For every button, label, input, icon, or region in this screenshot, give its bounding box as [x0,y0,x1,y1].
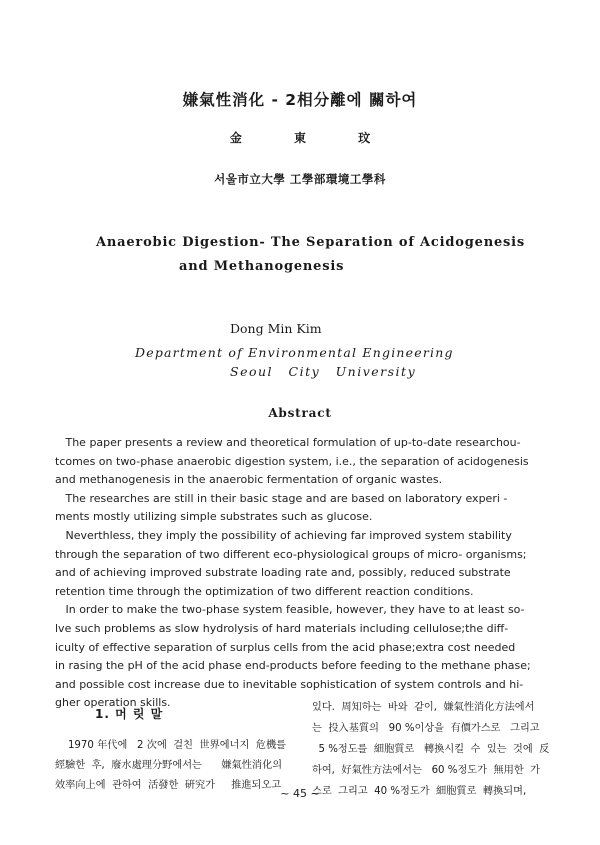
abstract-line: and possible cost increase due to inevitable sophistication of system controls and hi- [55,677,524,691]
right-column-line: 있다. 周知하는 바와 같이, 嫌氣性消化方法에서 [312,702,535,713]
abstract-line: and of achieving improved substrate loading rate and, possibly, reduced substrate [55,566,511,580]
english-title-line2: and Methanogenesis [179,259,345,274]
abstract-line: through the separation of two different eco-physiological groups of micro- organisms; [55,547,527,561]
abstract-line: The paper presents a review and theoretical formulation of up-to-date researchou- [55,436,521,449]
page-number: ~ 45 ~ [280,787,320,800]
right-column-line: 스로 그리고 40 %정도가 細胞質로 轉換되며, [312,786,527,797]
abstract-line: Neverthless, they imply the possibility of achieving far improved system stability [55,528,512,542]
abstract-line: in rasing the pH of the acid phase end-products before feeding to the methane phase; [55,659,531,673]
abstract-line: ments mostly utilizing simple substrates such as glucose. [55,510,373,524]
abstract-line: The researches are still in their basic stage and are based on laboratory experi - [55,491,508,505]
abstract-heading: Abstract [268,406,332,420]
right-column-line: 는 投入基質의 90 %이상을 有價가스로 그리고 [312,723,540,734]
right-column-line: 하여, 好氣性方法에서는 60 %정도가 無用한 가 [312,765,540,776]
abstract-line: iculty of effective separation of surplus cells from the acid phase;extra cost needed [55,640,516,654]
left-column-line: 效率向上에 관하여 活發한 硏究가 推進되오고 [55,780,282,791]
left-column-line: 1970 年代에 2 次에 걸친 世界에너지 危機를 [55,740,287,751]
abstract-line: and methanogenesis in the anaerobic fermentation of organic wastes. [55,473,443,487]
english-author: Dong Min Kim [230,321,322,336]
left-column-line: 經驗한 후, 廢水處理分野에서는 嫌氣性消化의 [55,760,283,771]
abstract-line: gher operation skills. [55,696,171,710]
korean-author: 金 東 玟 [229,131,371,145]
abstract-line: tcomes on two-phase anaerobic digestion system, i.e., the separation of acidogenesis [55,454,529,468]
english-department: Department of Environmental Engineering [135,345,454,360]
section-heading: 1. 머 릿 말 [95,707,164,721]
abstract-body [55,434,541,713]
english-title-line1: Anaerobic Digestion- The Separation of Acidogenesis [96,235,526,250]
abstract-line: lve such problems as slow hydrolysis of hard materials including cellulose;the diff- [55,621,509,635]
korean-title: 嫌氣性消化 - 2相分離에 關하여 [182,91,418,109]
abstract-line: In order to make the two-phase system feasible, however, they have to at least so- [55,603,525,617]
english-university: Seoul City University [230,364,417,379]
right-column-line: 5 %정도를 細胞質로 轉換시킬 수 있는 것에 反 [312,744,550,755]
korean-affiliation: 서울市立大學 工學部環境工學科 [214,172,386,186]
abstract-line: retention time through the optimization of two different reaction conditions. [55,584,474,598]
